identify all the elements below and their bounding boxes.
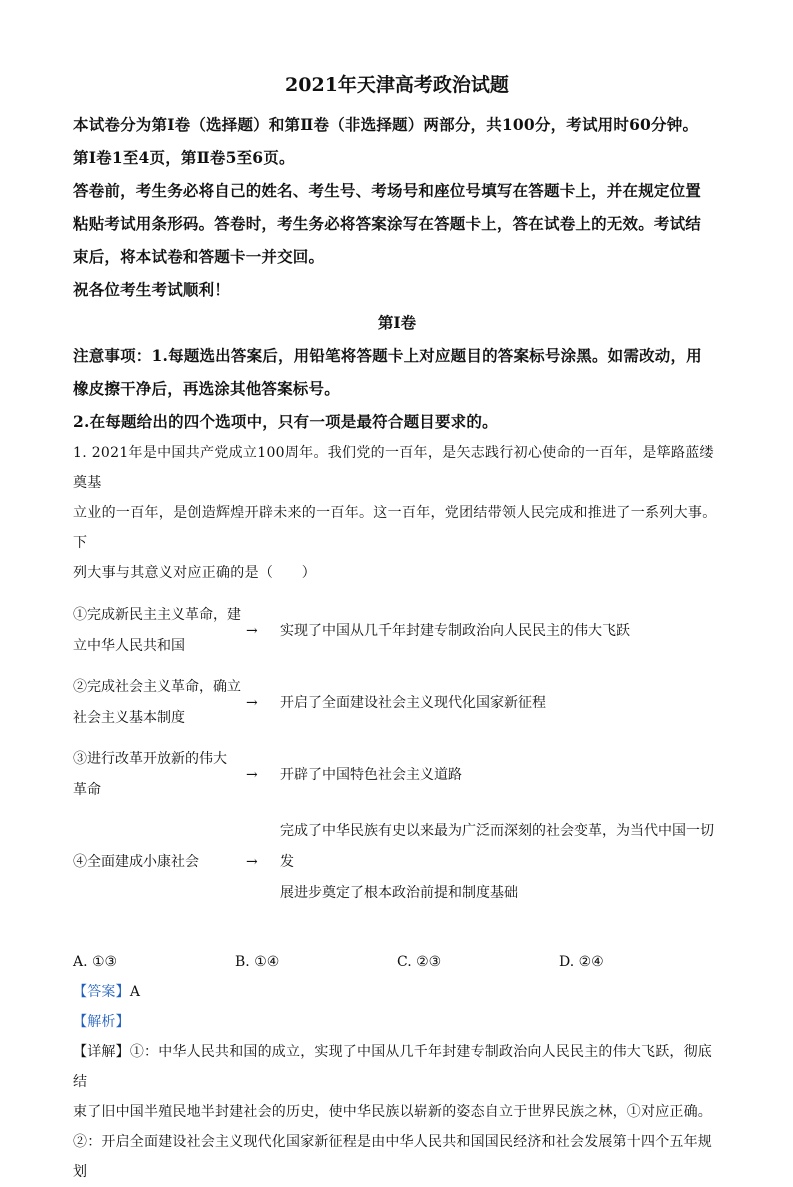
question-stem: 1. 2021年是中国共产党成立100周年。我们党的一百年，是矢志践行初心使命的一百年，是筚路蓝缕奠基 <box>73 445 714 491</box>
detail-line: ②：开启全面建设社会主义现代化国家新征程是由中华人民共和国国民经济和社会发展第十四个五年规划 <box>73 1134 712 1180</box>
event-significance-table <box>73 600 721 909</box>
significance-cell: 完成了中华民族有史以来最为广泛而深刻的社会变革，为当代中国一切发 展进步奠定了根本政治前提和制度基础 <box>280 823 714 901</box>
option-b: B. ①④ <box>235 954 280 970</box>
event-cell: ①完成新民主主义革命，建 立中华人民共和国 <box>73 607 241 654</box>
notes-line: 橡皮擦干净后，再选涂其他答案标号。 <box>73 379 340 398</box>
table-row <box>73 600 721 662</box>
significance-cell: 开辟了中国特色社会主义道路 <box>280 766 462 783</box>
option-a: A. ①③ <box>73 954 118 970</box>
arrow-icon: → <box>246 766 258 783</box>
table-row <box>73 672 721 734</box>
event-cell: ②完成社会主义革命，确立 社会主义基本制度 <box>73 679 241 726</box>
arrow-icon: → <box>246 694 258 711</box>
intro-line: 答卷前，考生务必将自己的姓名、考生号、考场号和座位号填写在答题卡上，并在规定位置 <box>73 181 702 200</box>
notes-line: 2.在每题给出的四个选项中，只有一项是最符合题目要求的。 <box>73 412 498 431</box>
arrow-icon: → <box>246 622 258 639</box>
detail-line: 束了旧中国半殖民地半封建社会的历史，使中华民族以崭新的姿态自立于世界民族之林，①对应正确。 <box>73 1104 712 1120</box>
arrow-icon: → <box>246 854 258 870</box>
detail-line: 【详解】①：中华人民共和国的成立，实现了中国从几千年封建专制政治向人民民主的伟大飞跃，彻底结 <box>73 1044 713 1090</box>
intro-line: 第Ⅰ卷1至4页，第Ⅱ卷5至6页。 <box>73 148 295 167</box>
significance-cell: 开启了全面建设社会主义现代化国家新征程 <box>280 694 546 711</box>
table-row <box>73 816 721 909</box>
option-c: C. ②③ <box>397 954 442 970</box>
event-cell: ④全面建成小康社会 <box>73 854 199 870</box>
section-title: 第Ⅰ卷 <box>377 313 417 332</box>
significance-cell: 实现了中国从几千年封建专制政治向人民民主的伟大飞跃 <box>280 622 630 639</box>
answer-value: A <box>129 984 141 1000</box>
intro-line: 本试卷分为第Ⅰ卷（选择题）和第Ⅱ卷（非选择题）两部分，共100分，考试用时60分钟。 <box>73 115 699 134</box>
answer-options <box>73 947 721 977</box>
question-stem: 列大事与其意义对应正确的是（ ） <box>73 565 317 581</box>
intro-line: 祝各位考生考试顺利！ <box>73 280 231 299</box>
event-cell: ③进行改革开放新的伟大 革命 <box>73 751 227 798</box>
question-stem: 立业的一百年，是创造辉煌开辟未来的一百年。这一百年，党团结带领人民完成和推进了一系列大事。下 <box>73 505 717 551</box>
intro-line: 束后，将本试卷和答题卡一并交回。 <box>73 247 325 266</box>
intro-line: 粘贴考试用条形码。答卷时，考生务必将答案涂写在答题卡上，答在试卷上的无效。考试结 <box>73 214 702 233</box>
analysis-tag: 【解析】 <box>73 1014 130 1030</box>
table-row <box>73 744 721 806</box>
notes-line: 注意事项：1.每题选出答案后，用铅笔将答题卡上对应题目的答案标号涂黑。如需改动，用 <box>73 346 702 365</box>
answer-line <box>73 977 721 1007</box>
detail-tag: 【详解】 <box>73 1044 130 1060</box>
option-d: D. ②④ <box>559 954 604 970</box>
exam-page <box>73 72 721 1187</box>
answer-tag: 【答案】 <box>73 984 130 1000</box>
analysis-line <box>73 1007 721 1037</box>
page-title: 2021年天津高考政治试题 <box>285 74 509 96</box>
